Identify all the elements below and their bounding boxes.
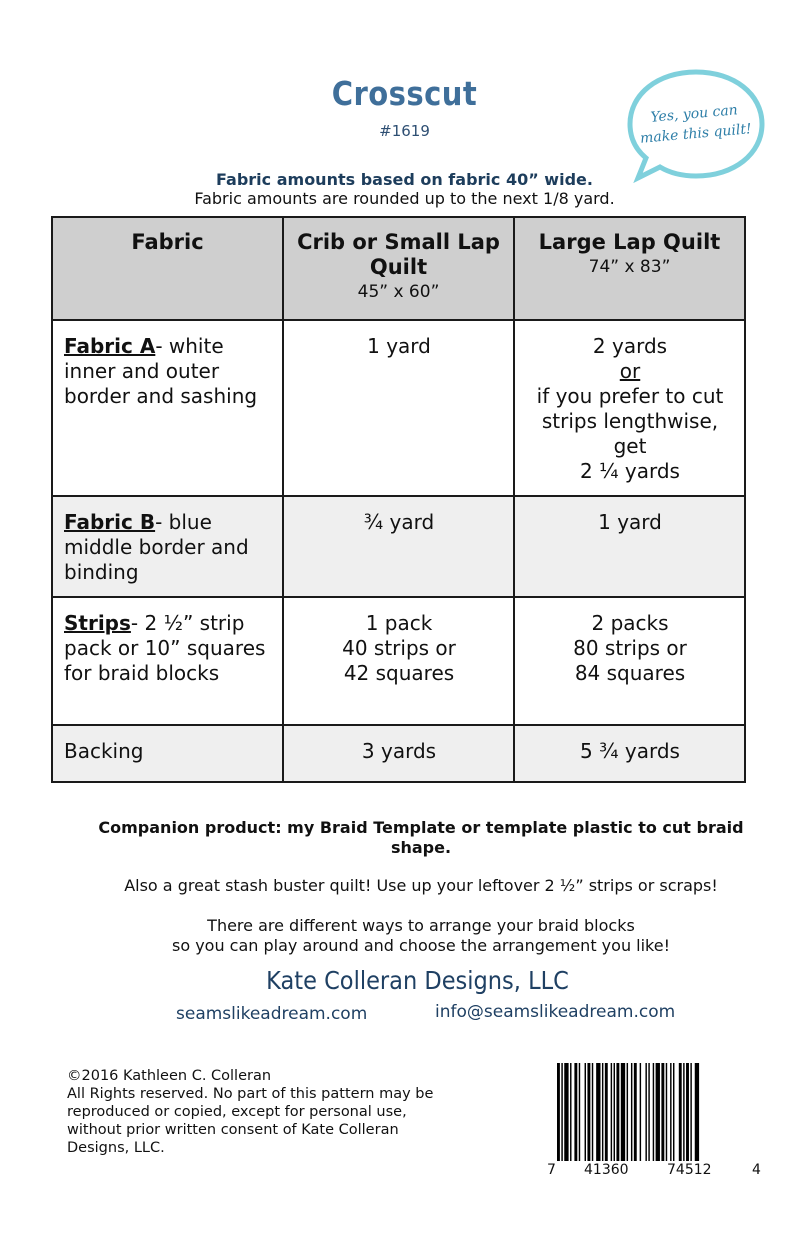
barcode-bar (574, 1063, 577, 1161)
barcode-bar (616, 1063, 619, 1161)
barcode-bar (611, 1063, 612, 1161)
barcode-bar (683, 1063, 684, 1161)
arrangement-note: There are different ways to arrange your braid blocks so you can play around and choose the arrangement you like! (171, 916, 671, 955)
barcode-bar (653, 1063, 654, 1161)
large-cell: 2 yards or if you prefer to cut strips lengthwise, get 2 ¼ yards (514, 320, 745, 496)
barcode-bar (602, 1063, 603, 1161)
crib-cell: 1 yard (283, 320, 514, 496)
fabric-cell: Fabric B- blue middle border and binding (52, 496, 283, 597)
barcode-bar (640, 1063, 641, 1161)
barcode-bar (634, 1063, 637, 1161)
barcode-bar (666, 1063, 667, 1161)
large-cell: 5 ¾ yards (514, 725, 745, 782)
fabric-cell: Fabric A- white inner and outer border and sashing (52, 320, 283, 496)
barcode-bar (564, 1063, 568, 1161)
barcode-group-1: 41360 (584, 1162, 629, 1178)
table-row (52, 320, 745, 496)
barcode-bar (627, 1063, 628, 1161)
header-fabric: Fabric (52, 217, 283, 320)
barcode-bar (570, 1063, 571, 1161)
crib-cell: 3 yards (283, 725, 514, 782)
rounding-note: Fabric amounts are rounded up to the next 1/8 yard. (194, 189, 615, 208)
barcode-bar (679, 1063, 682, 1161)
pattern-number: #1619 (379, 122, 430, 140)
barcode-bar (621, 1063, 625, 1161)
stash-buster-note: Also a great stash buster quilt! Use up your leftover 2 ½” strips or scraps! (124, 876, 718, 895)
barcode-bar (656, 1063, 660, 1161)
barcode-bar (695, 1063, 699, 1161)
barcode-bar (557, 1063, 560, 1161)
barcode-bar (686, 1063, 689, 1161)
table-header-row (52, 217, 745, 320)
barcode-bar (561, 1063, 562, 1161)
table-row (52, 597, 745, 725)
crib-cell: ¾ yard (283, 496, 514, 597)
barcode-bar (596, 1063, 600, 1161)
email-link[interactable]: info@seamslikeadream.com (435, 1002, 676, 1022)
copyright-block: ©2016 Kathleen C. Colleran All Rights reserved. No part of this pattern may be reproduced or copied, except for personal use, without prior written consent of Kate Colleran Designs, LLC. (67, 1068, 434, 1156)
barcode-bar (605, 1063, 608, 1161)
barcode-icon (557, 1063, 745, 1161)
barcode-bar (690, 1063, 691, 1161)
barcode-bar (614, 1063, 615, 1161)
barcode-bar (592, 1063, 593, 1161)
barcode-bar (648, 1063, 649, 1161)
fabric-cell: Backing (52, 725, 283, 782)
table-row (52, 496, 745, 597)
fabric-requirements-table (51, 216, 746, 783)
barcode-group-2: 74512 (667, 1162, 712, 1178)
barcode-digit-last: 4 (752, 1162, 761, 1178)
fabric-width-note: Fabric amounts based on fabric 40” wide. (216, 170, 593, 189)
header-crib: Crib or Small Lap Quilt 45” x 60” (283, 217, 514, 320)
barcode-bar (631, 1063, 632, 1161)
barcode-bar (645, 1063, 646, 1161)
barcode-bar (673, 1063, 674, 1161)
crib-cell: 1 pack 40 strips or 42 squares (283, 597, 514, 725)
pattern-title: Crosscut (331, 74, 478, 113)
companion-product-note: Companion product: my Braid Template or template plastic to cut braid shape. (98, 818, 744, 857)
bubble-text: Yes, you can make this quilt! (639, 102, 753, 147)
barcode-digit-first: 7 (547, 1162, 556, 1178)
large-size: 74” x 83” (588, 257, 671, 277)
barcode-bar (587, 1063, 590, 1161)
crib-size: 45” x 60” (357, 282, 440, 302)
fabric-cell: Strips- 2 ½” strip pack or 10” squares for braid blocks (52, 597, 283, 725)
large-cell: 2 packs 80 strips or 84 squares (514, 597, 745, 725)
barcode-bar (585, 1063, 586, 1161)
header-large: Large Lap Quilt 74” x 83” (514, 217, 745, 320)
barcode-bar (661, 1063, 664, 1161)
barcode-bar (579, 1063, 580, 1161)
website-link[interactable]: seamslikeadream.com (176, 1004, 368, 1024)
table-row (52, 725, 745, 782)
brand-name: Kate Colleran Designs, LLC (266, 966, 569, 995)
large-cell: 1 yard (514, 496, 745, 597)
barcode-bar (670, 1063, 671, 1161)
